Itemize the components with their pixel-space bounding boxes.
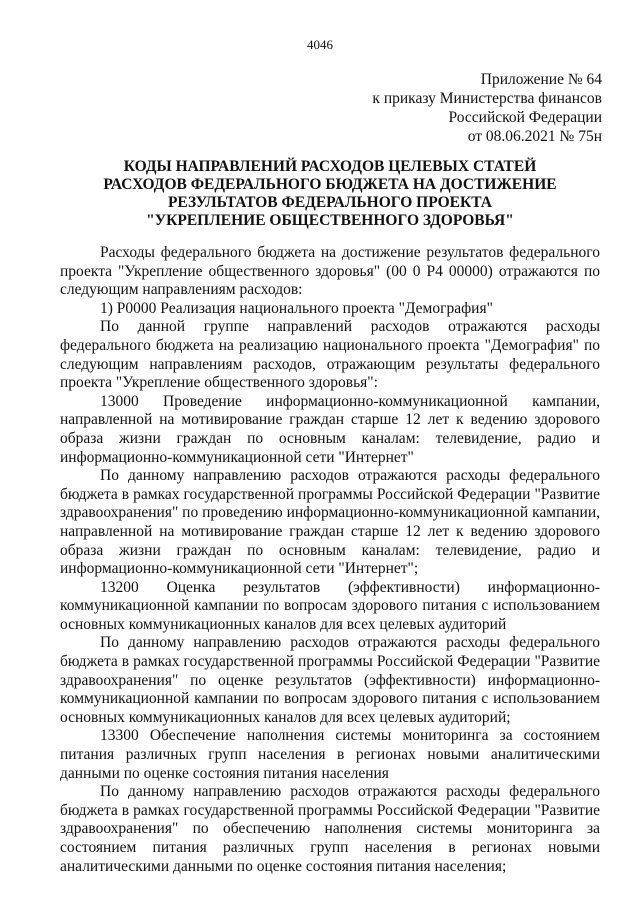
document-body (60, 244, 600, 876)
paragraph: 13000 Проведение информационно-коммуникационной кампании, направленной на мотивирование граждан старше 12 лет к ведению здорового образа жизни граждан по основным каналам: телевидение, радио и информационно-коммуникационной сети "Интернет" (60, 392, 600, 466)
paragraph: 1) Р0000 Реализация национального проекта "Демография" (100, 299, 493, 317)
paragraph: 13300 Обеспечение наполнения системы мониторинга за состоянием питания различных групп населения в регионах новыми аналитическими данными по оценке состояния питания населения (60, 727, 600, 782)
paragraph: 13200 Оценка результатов (эффективности) информационно-коммуникационной кампании по вопросам здорового питания с использованием основных коммуникационных каналов для всех целевых аудиторий (60, 578, 600, 633)
title-line: РЕЗУЛЬТАТОВ ФЕДЕРАЛЬНОГО ПРОЕКТА (167, 194, 493, 211)
appendix-line: к приказу Министерства финансов (372, 90, 602, 107)
paragraph: По данному направлению расходов отражаются расходы федерального бюджета в рамках государственной программы Российской Федерации "Развитие здравоохранения" по обеспечению наполнения системы мониторинга за состоянием питания различных групп населения в регионах новыми аналитическими данными по оценке состояния питания населения; (60, 783, 600, 875)
document-title (60, 158, 600, 230)
paragraph: По данной группе направлений расходов отражаются расходы федерального бюджета на реализацию национального проекта "Демография" по следующим направлениям расходов, отражающим результаты федерального проекта "Укрепление общественного здоровья": (60, 318, 600, 392)
page-number: 4046 (307, 37, 333, 52)
title-line: "УКРЕПЛЕНИЕ ОБЩЕСТВЕННОГО ЗДОРОВЬЯ" (146, 212, 514, 229)
paragraph: Расходы федерального бюджета на достижение результатов федерального проекта "Укрепление общественного здоровья" (00 0 Р4 00000) отражаются по следующим направлениям расходов: (60, 244, 600, 299)
appendix-line: Российской Федерации (448, 109, 602, 126)
paragraph: По данному направлению расходов отражаются расходы федерального бюджета в рамках государственной программы Российской Федерации "Развитие здравоохранения" по проведению информационно-коммуникационной кампании, направленной на мотивирование граждан старше 12 лет к ведению здорового образа жизни граждан по основным каналам: телевидение, радио и информационно-коммуникационной сети "Интернет"; (60, 467, 601, 578)
appendix-line: от 08.06.2021 № 75н (467, 128, 602, 145)
paragraph: По данному направлению расходов отражаются расходы федерального бюджета в рамках государственной программы Российской Федерации "Развитие здравоохранения" по оценке результатов (эффективности) информационно-коммуникационной кампании по вопросам здорового питания с использованием основных коммуникационных каналов для всех целевых аудиторий; (60, 634, 600, 726)
title-line: КОДЫ НАПРАВЛЕНИЙ РАСХОДОВ ЦЕЛЕВЫХ СТАТЕЙ (123, 158, 537, 175)
appendix-line: Приложение № 64 (480, 71, 602, 88)
appendix-reference (372, 70, 602, 146)
title-line: РАСХОДОВ ФЕДЕРАЛЬНОГО БЮДЖЕТА НА ДОСТИЖЕНИЕ (103, 176, 557, 193)
